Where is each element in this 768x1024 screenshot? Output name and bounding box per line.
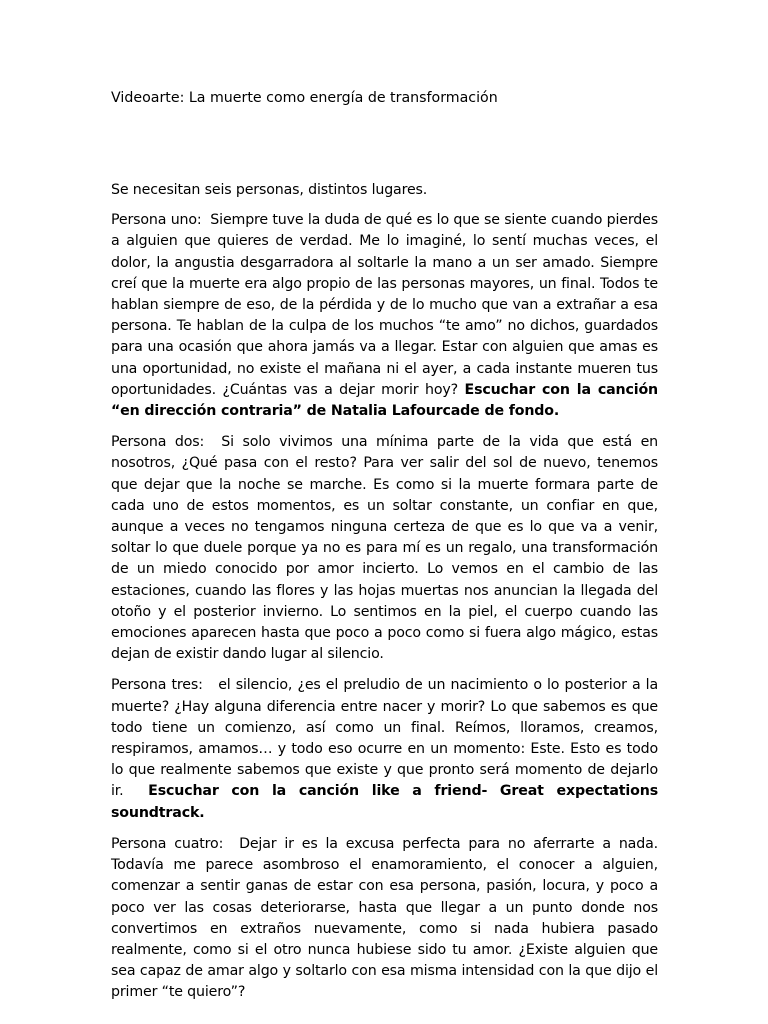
section-persona-cuatro	[111, 834, 658, 1004]
intro-paragraph: Se necesitan seis personas, distintos lugares.	[111, 182, 428, 198]
section-persona-tres	[111, 675, 658, 823]
music-cue: Escuchar con la canción like a friend- Great expectations soundtrack.	[111, 783, 658, 821]
document-body	[111, 180, 658, 1014]
speaker-label: Persona cuatro:	[111, 835, 224, 852]
section-text: Siempre tuve la duda de qué es lo que se siente cuando pierdes a alguien que quieres de verdad. Me lo imaginé, lo sentí muchas veces, el dolor, la angustia desgarradora al soltarle la mano a un ser amado. Siempre creí que la muerte era algo propio de las personas mayores, un final. Todos te hablan siempre de eso, de la pérdida y de lo mucho que van a extrañar a esa persona. Te hablan de la culpa de los muchos “te amo” no dichos, guardados para una ocasión que ahora jamás va a llegar. Estar con alguien que amas es una oportunidad, no existe el mañana ni el ayer, a cada instante mueren tus oportunidades. ¿Cuántas vas a dejar morir hoy?	[111, 212, 658, 398]
speaker-label: Persona tres:	[111, 677, 203, 694]
section-persona-dos	[111, 432, 658, 665]
speaker-label: Persona uno:	[111, 212, 202, 229]
document-title: Videoarte: La muerte como energía de transformación	[111, 90, 498, 106]
section-persona-uno	[111, 210, 658, 422]
section-text: el silencio, ¿es el preludio de un nacimiento o lo posterior a la muerte? ¿Hay alguna diferencia entre nacer y morir? Lo que sabemos es que todo tiene un comienzo, así como un final. Reímos, lloramos, creamos, respiramos, amamos… y todo eso ocurre en un momento: Este. Esto es todo lo que realmente sabemos que existe y que pronto será momento de dejarlo ir.	[111, 677, 658, 800]
speaker-label: Persona dos:	[111, 434, 205, 451]
section-text: Dejar ir es la excusa perfecta para no aferrarte a nada. Todavía me parece asombroso el enamoramiento, el conocer a alguien, comenzar a sentir ganas de estar con esa persona, pasión, locura, y poco a poco ver las cosas deteriorarse, hasta que llegar a un punto donde nos convertimos en extraños nuevamente, como si nada hubiera pasado realmente, como si el otro nunca hubiese sido tu amor. ¿Existe alguien que sea capaz de amar algo y soltarlo con esa misma intensidad con la que dijo el primer “te quiero”?	[111, 835, 658, 1001]
music-cue: Escuchar con la canción “en dirección contraria” de Natalia Lafourcade de fondo.	[111, 381, 659, 420]
section-text: Si solo vivimos una mínima parte de la vida que está en nosotros, ¿Qué pasa con el resto? Para ver salir del sol de nuevo, tenemos que dejar que la noche se marche. Es como si la muerte formara parte de cada uno de estos momentos, es un soltar constante, un confiar en que, aunque a veces no tengamos ninguna certeza de que es lo que va a venir, soltar lo que duele porque ya no es para mí es un regalo, una transformación de un miedo conocido por amor incierto. Lo vemos en el cambio de las estaciones, cuando las flores y las hojas muertas nos anuncian la llegada del otoño y el posterior invierno. Lo sentimos en la piel, el cuerpo cuando las emociones aparecen hasta que poco a poco como si fuera algo mágico, estas dejan de existir dando lugar al silencio.	[111, 434, 658, 663]
